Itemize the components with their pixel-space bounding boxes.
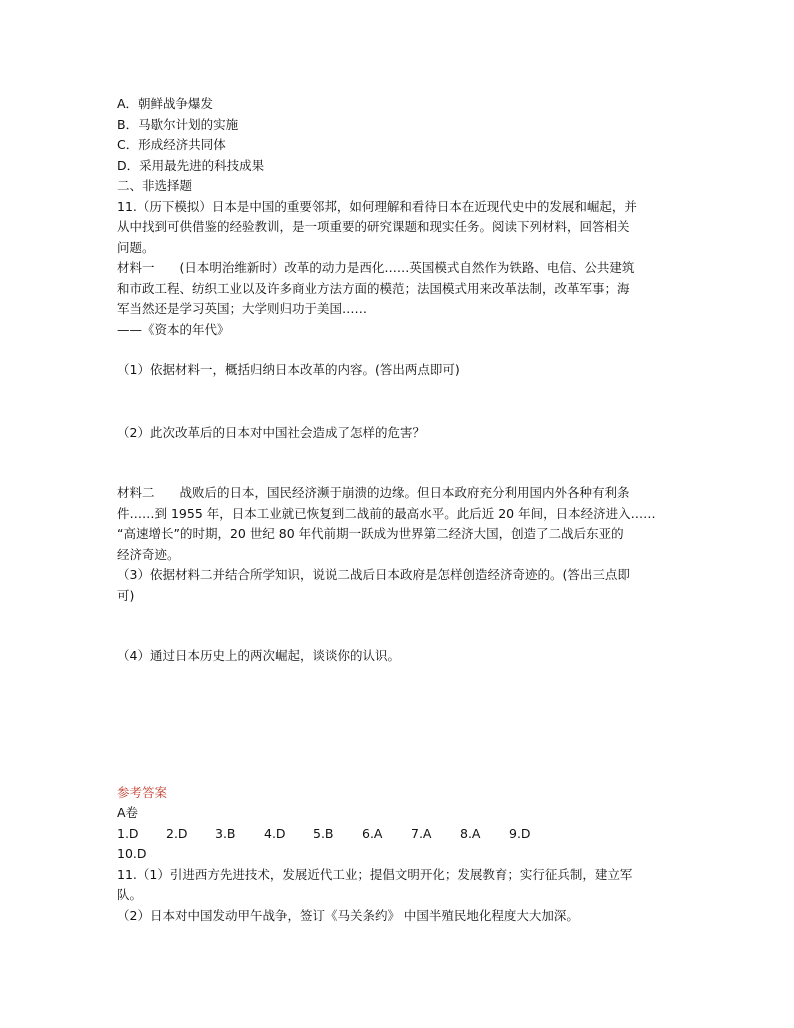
section-title: 二、非选择题 — [117, 178, 193, 193]
answer-space — [117, 606, 677, 646]
answer-item: 3.B — [215, 825, 236, 841]
material-line: 和市政工程、纺织工业以及许多商业方法方面的模范；法国模式用来改革法制，改革军事；海 — [117, 280, 630, 296]
answer-line: 11.（1）引进西方先进技术，发展近代工业；提倡文明开化；发展教育；实行征兵制，建立军 — [117, 866, 633, 882]
material-line: “高速增长”的时期，20 世纪 80 年代前期一跃成为世界第二经济大国，创造了二战后东亚的 — [117, 526, 624, 541]
answer-space — [117, 381, 677, 423]
answer-title: 参考答案 — [117, 784, 168, 800]
answer-item: 7.A — [411, 825, 432, 841]
answer-11-2: （2）日本对中国发动甲午战争，签订《马关条约》 中国半殖民地化程度大大加深。 — [117, 907, 579, 923]
material-one-source: ——《资本的年代》 — [117, 321, 230, 337]
answer-item: 1.D — [117, 825, 139, 841]
material-line: 材料一 (日本明治维新时）改革的动力是西化……英国模式自然作为铁路、电信、公共建筑 — [117, 260, 635, 275]
question-4: （4）通过日本历史上的两次崛起，谈谈你的认识。 — [117, 648, 400, 663]
option-d: D．采用最先进的科技成果 — [117, 157, 265, 173]
document-page — [117, 94, 677, 926]
answer-item: 6.A — [362, 825, 383, 841]
answer-item: 5.B — [313, 825, 334, 841]
question-line: 可) — [117, 587, 135, 603]
question-2: （2）此次改革后的日本对中国社会造成了怎样的危害？ — [117, 424, 425, 440]
question-11-intro — [117, 197, 677, 259]
option-a: A．朝鲜战争爆发 — [117, 96, 214, 111]
answers-row — [117, 824, 677, 845]
question-3 — [117, 565, 677, 606]
option-c: C．形成经济共同体 — [117, 137, 226, 152]
answer-11-1 — [117, 865, 677, 906]
material-line: 件……到 1955 年，日本工业就已恢复到二战前的最高水平。此后近 20 年间，日本经济进入…… — [117, 505, 656, 521]
answer-space — [117, 667, 677, 783]
answer-item: 9.D — [509, 825, 531, 841]
answer-volume: A卷 — [117, 805, 139, 820]
material-one — [117, 258, 677, 320]
answer-item: 2.D — [166, 825, 188, 841]
question-1: （1）依据材料一，概括归纳日本改革的内容。(答出两点即可) — [117, 362, 460, 377]
answer-space — [117, 443, 677, 483]
material-line: 材料二 战败后的日本，国民经济濒于崩溃的边缘。但日本政府充分利用国内外各种有利条 — [117, 485, 630, 500]
option-b: B．马歇尔计划的实施 — [117, 116, 239, 132]
intro-line: 问题。 — [117, 239, 155, 255]
spacer — [117, 340, 677, 360]
answer-item: 8.A — [460, 825, 481, 841]
question-line: （3）依据材料二并结合所学知识，说说二战后日本政府是怎样创造经济奇迹的。(答出三点即 — [117, 567, 630, 582]
answer-line: 队。 — [117, 887, 143, 902]
material-line: 经济奇迹。 — [117, 546, 180, 562]
material-line: 军当然还是学习英国；大学则归功于美国…… — [117, 301, 368, 316]
material-two — [117, 483, 677, 565]
intro-line: 从中找到可供借鉴的经验教训，是一项重要的研究课题和现实任务。阅读下列材料，回答相关 — [117, 219, 630, 234]
intro-line: 11.（历下模拟）日本是中国的重要邻邦，如何理解和看待日本在近现代史中的发展和崛起，并 — [117, 198, 637, 214]
answer-10: 10.D — [117, 846, 147, 861]
answer-item: 4.D — [264, 825, 286, 841]
